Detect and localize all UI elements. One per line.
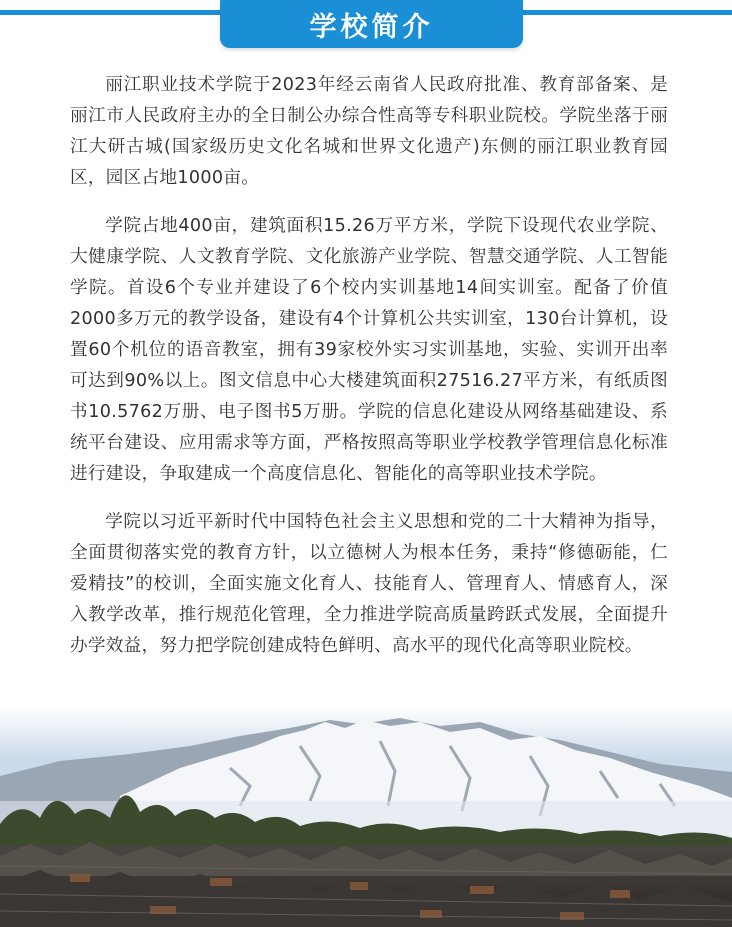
intro-paragraph-3: 学院以习近平新时代中国特色社会主义思想和党的二十大精神为指导，全面贯彻落实党的教育方针，以立德树人为根本任务，秉持“修德砺能，仁爱精技”的校训，全面实施文化育人、技能育人、管理育人、情感育人，深入教学改革，推行规范化管理，全力推进学院高质量跨跃式发展，全面提升办学效益，努力把学院创建成特色鲜明、高水平的现代化高等职业院校。 — [70, 512, 668, 656]
intro-paragraph-2: 学院占地400亩，建筑面积15.26万平方米，学院下设现代农业学院、大健康学院、人文教育学院、文化旅游产业学院、智慧交通学院、人工智能学院。首设6个专业并建设了6个校内实训基地14间实训室。配备了价值2000多万元的教学设备，建设有4个计算机公共实训室，130台计算机，设置60个机位的语音教室，拥有39家校外实习实训基地，实验、实训开出率可达到90%以上。图文信息中心大楼建筑面积27516.27平方米，有纸质图书10.5762万册、电子图书5万册。学院的信息化建设从网络基础建设、系统平台建设、应用需求等方面，严格按照高等职业学校教学管理信息化标准进行建设，争取建成一个高度信息化、智能化的高等职业技术学院。 — [70, 216, 668, 484]
section-title-tab — [220, 0, 523, 48]
intro-text — [70, 70, 668, 679]
intro-paragraph-1: 丽江职业技术学院于2023年经云南省人民政府批准、教育部备案、是丽江市人民政府主办的全日制公办综合性高等专科职业院校。学院坐落于丽江大研古城(国家级历史文化名城和世界文化遗产)东侧的丽江职业教育园区，园区占地1000亩。 — [70, 75, 668, 188]
page-title: 学校简介 — [309, 11, 434, 43]
mountain-town-photo — [0, 706, 732, 927]
